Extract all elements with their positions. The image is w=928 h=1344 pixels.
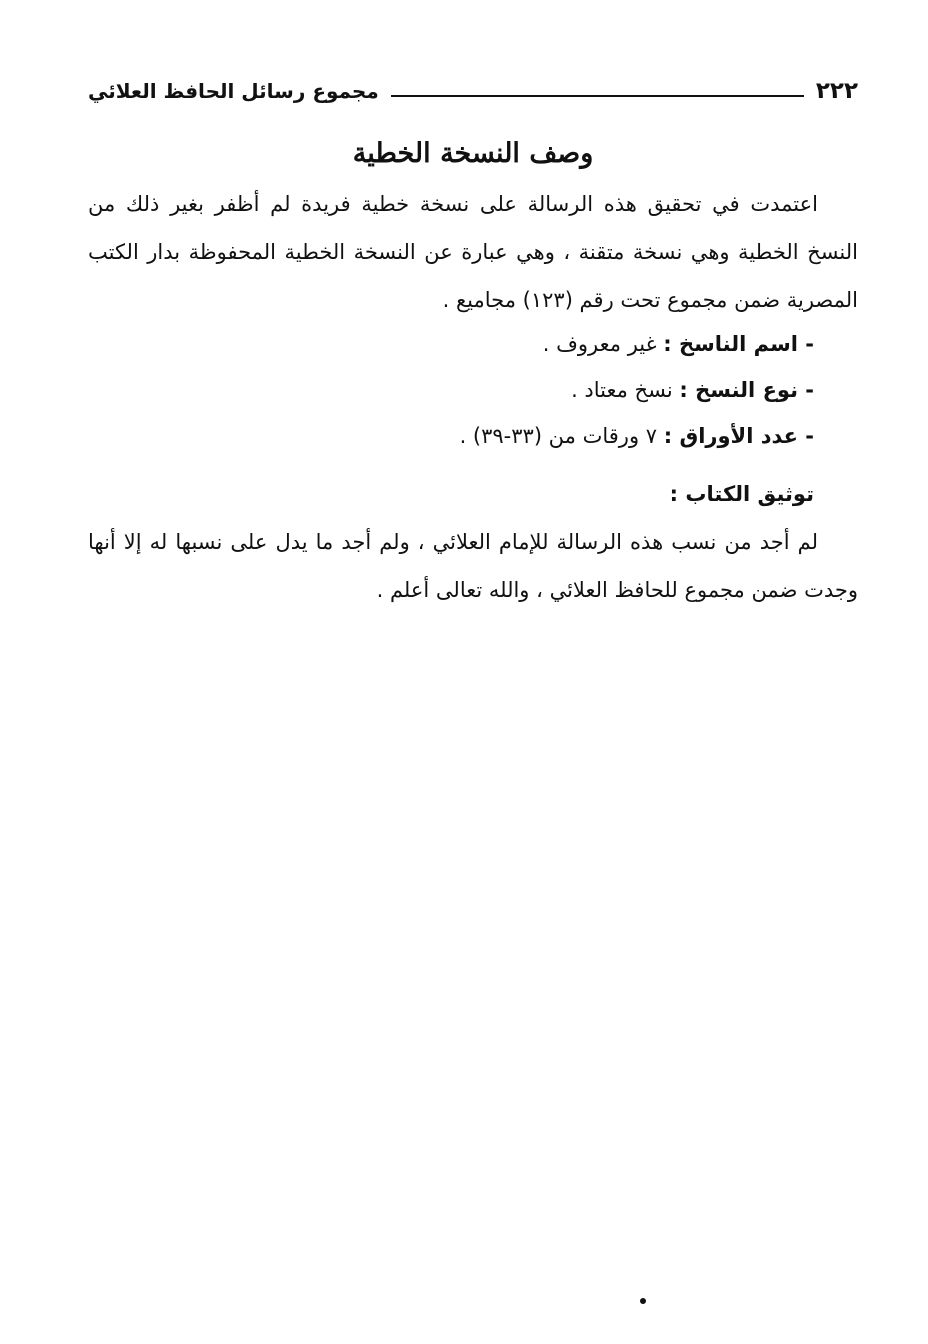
header-rule — [391, 95, 804, 97]
running-title: مجموع رسائل الحافظ العلائي — [88, 79, 379, 103]
detail-copyist — [88, 321, 858, 367]
detail-value: ٧ ورقات من (٣٣-٣٩) . — [459, 424, 658, 448]
detail-script-type — [88, 367, 858, 413]
detail-value: نسخ معتاد . — [571, 378, 673, 402]
manuscript-details-list — [88, 321, 858, 459]
section-title: وصف النسخة الخطية — [352, 138, 594, 169]
page-number: ٢٢٢ — [815, 78, 858, 104]
paragraph-attribution: لم أجد من نسب هذه الرسالة للإمام العلائي ، ولم أجد ما يدل على نسبها له إلا أنها وجدت ضمن مجموع للحافظ العلائي ، والله تعالى أعلم . — [88, 530, 858, 602]
detail-folio-count — [88, 413, 858, 459]
page-dot-mark — [640, 1298, 646, 1304]
running-header — [88, 74, 858, 108]
subheading-attribution: توثيق الكتاب : — [669, 482, 814, 506]
detail-label: - اسم الناسخ : — [663, 332, 814, 356]
detail-label: - عدد الأوراق : — [663, 424, 814, 448]
paragraph-manuscript-description: اعتمدت في تحقيق هذه الرسالة على نسخة خطية فريدة لم أظفر بغير ذلك من النسخ الخطية وهي نسخة متقنة ، وهي عبارة عن النسخة الخطية المحفوظة بدار الكتب المصرية ضمن مجموع تحت رقم (١٢٣) مجاميع . — [88, 192, 858, 312]
detail-value: غير معروف . — [542, 332, 657, 356]
detail-label: - نوع النسخ : — [679, 378, 814, 402]
